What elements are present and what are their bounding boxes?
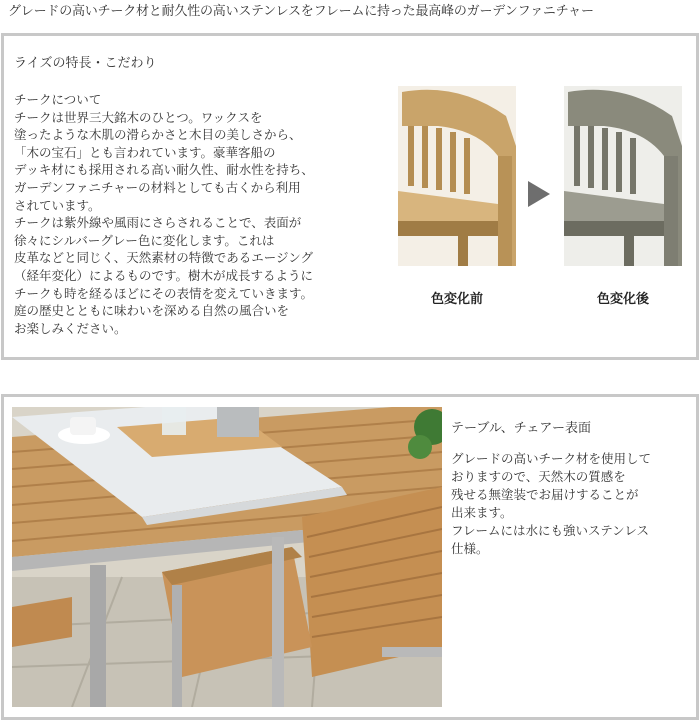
teak-chair-before-image (398, 86, 516, 266)
before-caption: 色変化前 (430, 292, 483, 307)
text-line: チークについて (14, 92, 102, 107)
text-line: （経年変化）によるものです。樹木が成長するように (14, 267, 314, 283)
aged-chair-after-image (564, 86, 682, 266)
text-line: チークは世界三大銘木のひとつ。ワックスを (14, 109, 263, 125)
features-section (1, 33, 699, 360)
text-line: チークは紫外線や風雨にさらされることで、表面が (14, 215, 302, 231)
text-line: デッキ材にも採用される高い耐久性、耐水性を持ち、 (14, 162, 314, 178)
surface-title: テーブル、チェアー表面 (451, 421, 592, 436)
teak-description (14, 91, 394, 337)
table-chair-photo (12, 407, 442, 707)
features-title: ライズの特長・こだわり (14, 56, 157, 71)
surface-description (451, 450, 696, 558)
text-line: チークも時を経るほどにその表情を変えていきます。 (14, 285, 314, 301)
text-line: 残せる無塗装でお届けすることが (451, 487, 639, 502)
text-line: 「木の宝石」とも言われています。豪華客船の (14, 144, 276, 160)
text-line: されています。 (14, 197, 101, 213)
text-line: お楽しみください。 (14, 320, 127, 336)
text-line: 塗ったような木肌の滑らかさと木目の美しさから、 (14, 127, 302, 143)
text-line: グレードの高いチーク材を使用して (451, 451, 652, 466)
surface-section (1, 394, 699, 720)
text-line: ガーデンファニチャーの材料としても古くから利用 (14, 179, 301, 195)
text-line: おりますので、天然木の質感を (451, 469, 626, 484)
page-header-text: グレードの高いチーク材と耐久性の高いステンレスをフレームに持った最高峰のガーデンファニチャー (8, 4, 594, 19)
text-line: 庭の歴史とともに味わいを深める自然の風合いを (14, 303, 290, 319)
text-line: フレームには水にも強いステンレス (451, 523, 649, 538)
after-caption: 色変化後 (596, 292, 649, 307)
text-line: 徐々にシルバーグレー色に変化します。これは (14, 232, 275, 248)
text-line: 出来ます。 (451, 505, 513, 520)
text-line: 仕様。 (451, 541, 489, 556)
arrow-right-icon (528, 181, 550, 207)
text-line: 皮革などと同じく、天然素材の特徴であるエージング (14, 250, 313, 266)
